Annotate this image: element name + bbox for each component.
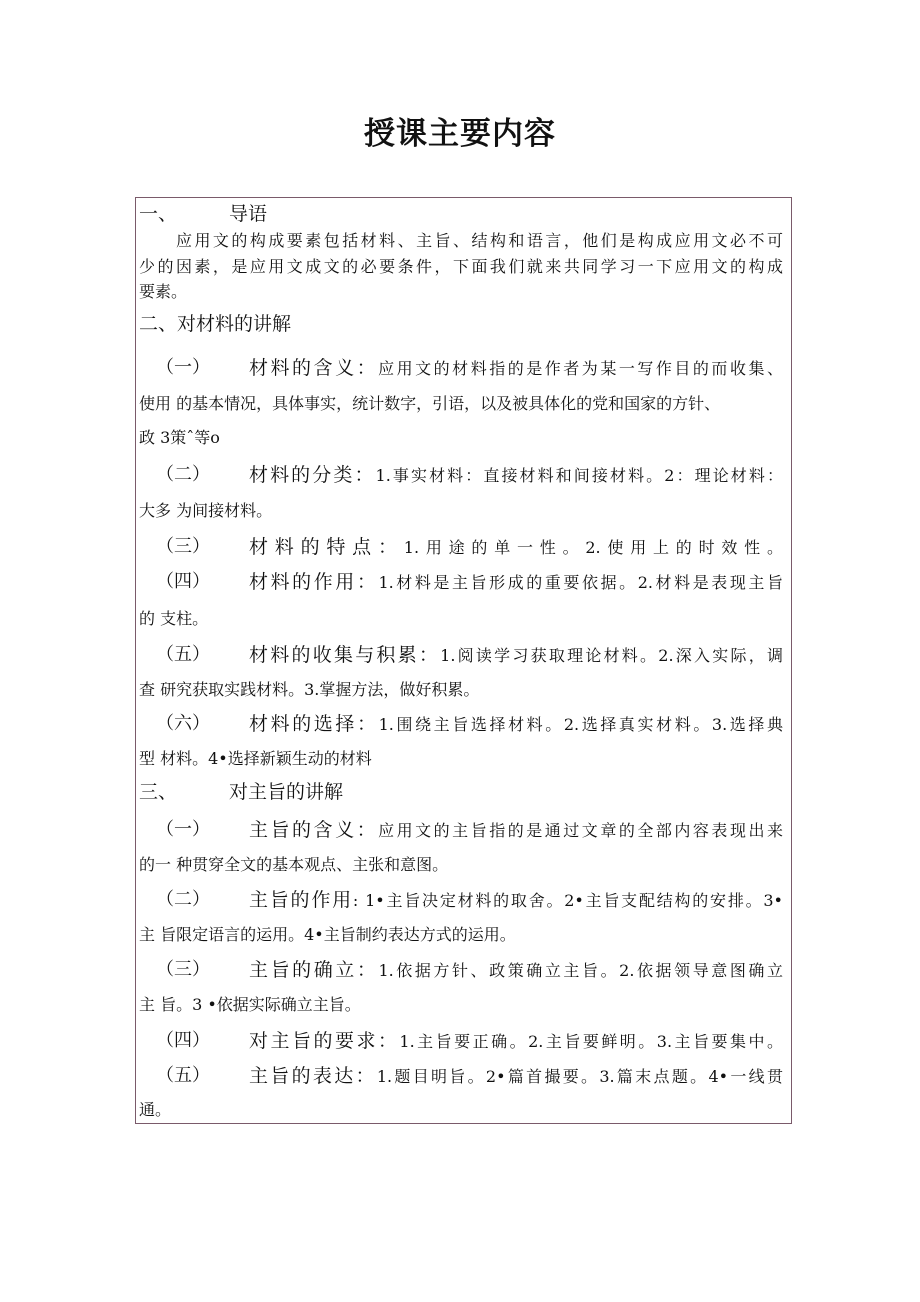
item-title: 对主旨的要求： [249,1030,400,1052]
item-continuation: 的一 种贯穿全文的基本观点、主张和意图。 [139,855,449,874]
content-table [135,197,792,1124]
item-title: 主旨的确立： [249,959,379,981]
intro-line: 应用文的构成要素包括材料、主旨、结构和语言，他们是构成应用文必不可 [176,231,783,250]
item-text: 1.用途的单一性。2.使用上的时效性。 [403,538,783,557]
item-continuation: 通。 [139,1100,172,1119]
section3-heading-text: 对主旨的讲解 [229,781,344,803]
item-first-line [249,463,783,488]
item-text: : 1•主旨决定材料的取舍。2•主旨支配结构的安排。3• [352,891,783,910]
item-text: 1.题目明旨。2•篇首撮要。3.篇末点题。4•一线贯 [376,1067,783,1086]
item-label: （五） [156,1065,210,1086]
item-title: 材料的选择： [249,713,379,735]
item-label: （四） [156,571,210,592]
item-label: （一） [156,357,210,378]
item-label: （二） [156,464,210,485]
item-first-line [249,712,783,737]
item-title: 主旨的作用 [249,889,353,911]
item-first-line [249,818,783,843]
item-continuation: 查 研究获取实践材料。3.掌握方法，做好积累。 [139,680,480,699]
item-text: 1.材料是主旨形成的重要依据。2.材料是表现主旨 [378,573,783,592]
item-text: 1.依据方针、政策确立主旨。2.依据领导意图确立 [378,961,783,980]
item-title: 主旨的表达： [249,1065,377,1087]
item-continuation: 的 支柱。 [139,609,209,628]
item-first-line [249,535,783,560]
intro-line: 要素。 [139,282,188,301]
item-first-line [249,570,783,595]
item-first-line [249,958,783,983]
item-label: （一） [156,819,210,840]
item-first-line [249,356,783,381]
page-title: 授课主要内容 [364,116,556,152]
item-title: 材料的含义： [249,357,379,379]
item-label: （二） [156,889,210,910]
item-continuation: 政 3策ˆ等o [139,428,220,447]
section2-heading: 二、对材料的讲解 [139,313,292,335]
intro-heading-number: 一、 [139,203,178,225]
item-first-line [249,888,783,913]
item-label: （三） [156,536,210,557]
item-title: 材料的收集与积累： [249,644,441,666]
item-text: 1.事实材料：直接材料和间接材料。2：理论材料： [375,466,783,485]
section3-heading [139,780,783,804]
intro-heading [139,202,783,226]
item-text: 1.阅读学习获取理论材料。2.深入实际，调 [440,646,783,665]
item-title: 材料的特点： [249,536,404,558]
item-label: （六） [156,713,210,734]
item-continuation: 使用 的基本情况，具体事实，统计数字，引语，以及被具体化的党和国家的方针、 [139,394,721,413]
item-title: 主旨的含义： [249,819,379,841]
section3-heading-number: 三、 [139,781,178,803]
intro-line: 少的因素，是应用文成文的必要条件，下面我们就来共同学习一下应用文的构成 [139,257,783,276]
item-first-line [249,1029,783,1054]
item-continuation: 大多 为间接材料。 [139,501,273,520]
item-first-line [249,1064,783,1089]
item-text: 1.围绕主旨选择材料。2.选择真实材料。3.选择典 [378,715,783,734]
item-text: 1.主旨要正确。2.主旨要鲜明。3.主旨要集中。 [399,1032,783,1051]
item-continuation: 主 旨。3 •依据实际确立主旨。 [139,995,361,1014]
item-label: （五） [156,644,210,665]
intro-heading-text: 导语 [229,203,268,225]
item-text: 应用文的材料指的是作者为某一写作目的而收集、 [378,359,783,378]
item-first-line [249,643,783,668]
item-title: 材料的分类： [249,464,376,486]
item-continuation: 主 旨限定语言的运用。4•主旨制约表达方式的运用。 [139,925,516,944]
item-label: （四） [156,1030,210,1051]
item-text: 应用文的主旨指的是通过文章的全部内容表现出来 [378,821,783,840]
item-title: 材料的作用： [249,571,379,593]
item-continuation: 型 材料。4•选择新颖生动的材料 [139,749,372,768]
item-label: （三） [156,959,210,980]
